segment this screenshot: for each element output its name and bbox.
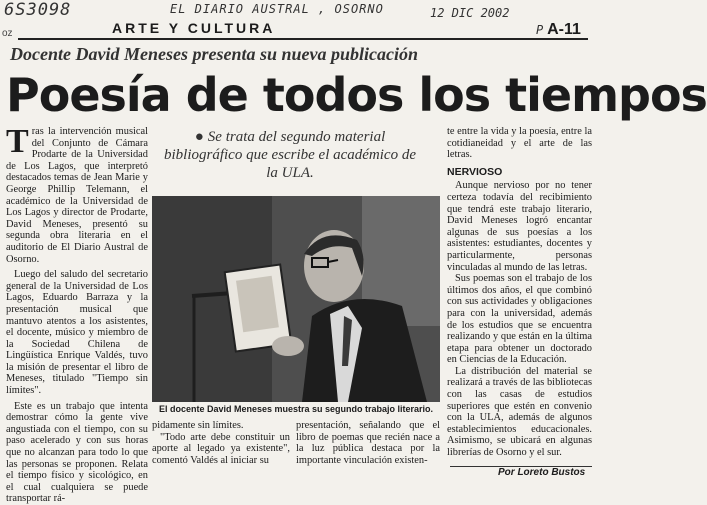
page-edge-letters: oz [2, 28, 13, 39]
paragraph: presentación, señalando que el libro de poemas que recién nace a la luz pública destaca por la importante vinculación existen- [296, 420, 440, 466]
paragraph: "Todo arte debe constituir un aporte al legado ya existente", comentó Valdés al iniciar su [152, 431, 290, 466]
article-column-3 [296, 420, 440, 482]
paragraph [6, 123, 148, 265]
paragraph: pidamente sin límites. [152, 420, 244, 431]
page-mark: P [536, 23, 544, 37]
handwritten-archive-id: 6S3098 [4, 0, 72, 20]
headline: Poesía de todos los tiempos [6, 68, 707, 122]
handwritten-publication-note: EL DIARIO AUSTRAL , OSORNO [170, 2, 384, 16]
paragraph: Aunque nervioso por no tener certeza todavía del recibimiento que tendrá este trabajo literario, David Meneses logró encantar algunas de sus poesías a los asistentes: estudiantes, docentes y particularmente, personas vinculadas al mundo de las letras. [447, 180, 592, 273]
article-column-4 [447, 126, 592, 466]
bullet-icon: ● [194, 129, 204, 145]
byline: Por Loreto Bustos [498, 467, 586, 478]
header-rule [18, 38, 588, 40]
paragraph: Luego del saludo del secretario general de la Universidad de Los Lagos, Eduardo Barraza y la presentación musical que mantuvo atentos a los asistentes, el docente, músico y miembro de la Sociedad Chilena de Lingüística Enrique Valdés, tuvo la misión de presentar el libro de Meneses, titulado "Tiempo sin límites". [6, 269, 148, 397]
paragraph-text: ras la intervención musical del Conjunto de Cámara Prodarte de la Universidad de Los Lagos, que interpretó destacados temas de Jean Marie y George Phillip Telemann, el académico de la Universidad de Los Lagos y director de Prodarte, David Meneses, presentó su segunda obra literaria en el auditorio de El Diario Austral de Osorno. [6, 126, 148, 265]
paragraph: Este es un trabajo que intenta demostrar cómo la gente vive angustiada con el tiempo, con su paso acelerado y con sus horas que no alcanzan para todo lo que las personas se proponen. Relata el tiempo físico y sicológico, en el cual cualquiera se puede transportar rá- [6, 400, 148, 505]
subheading: NERVIOSO [447, 165, 503, 178]
kicker: Docente David Meneses presenta su nueva publicación [10, 44, 418, 64]
lead-deck [160, 128, 420, 182]
article-column-1 [6, 123, 148, 505]
page-number [536, 21, 581, 39]
handwritten-date-note: 12 DIC 2002 [430, 6, 510, 20]
lead-text: Se trata del segundo material bibliográfico que escribe el académico de la ULA. [163, 129, 416, 181]
article-photo [152, 196, 440, 402]
photo-caption: El docente David Meneses muestra su segundo trabajo literario. [158, 404, 434, 414]
paragraph: La distribución del material se realizará a través de las bibliotecas con las casas de estudios superiores que estén en convenio con la ULA, además de algunos establecimientos educacionales. Asimismo, se ubicará en algunas librerías de Osorno y el sur. [447, 365, 592, 459]
page-number-label: A-11 [547, 21, 581, 38]
article-column-2 [152, 420, 290, 482]
paragraph: te entre la vida y la poesía, entre la cotidianeidad y el arte de las letras. [447, 126, 592, 161]
drop-cap: T [6, 123, 29, 160]
photo-illustration [152, 196, 440, 402]
section-header: ARTE Y CULTURA [112, 20, 276, 36]
paragraph: Sus poemas son el trabajo de los últimos dos años, el que combinó con sus actividades y obligaciones para con la universidad, además de los estudios que se encuentra realizando y que están en la última etapa para obtener un doctorado en Ciencias de la Educación. [447, 273, 592, 366]
